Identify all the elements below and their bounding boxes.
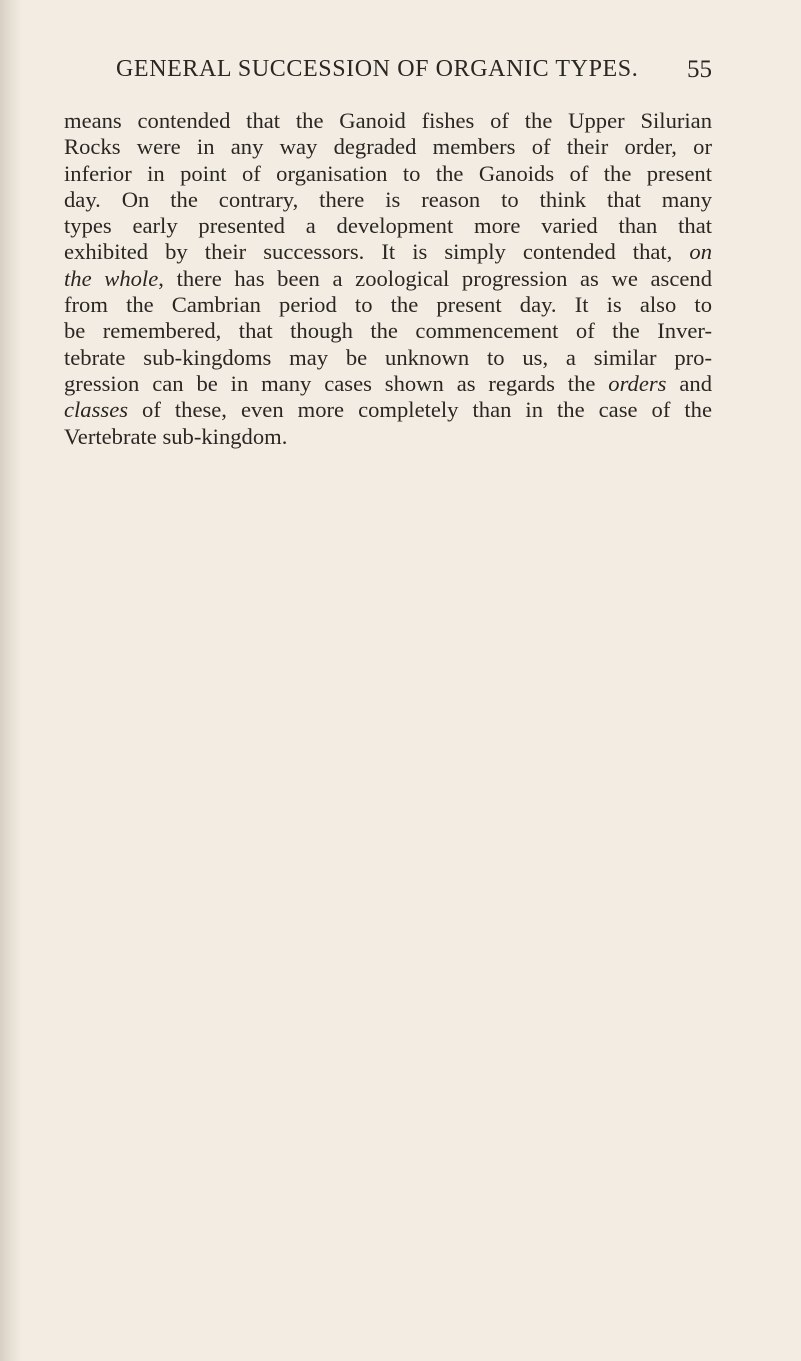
text-segment: exhibited by their successors. It is simply contended that, [64, 239, 690, 265]
text-segment: and [666, 370, 712, 396]
page-number: 55 [687, 56, 712, 83]
text-segment: inferior in point of organisation to the Ganoids of the present [64, 160, 712, 186]
text-line [64, 213, 712, 239]
running-head [116, 56, 712, 92]
text-segment: , there has been a zoological progression as we ascend [158, 265, 712, 291]
text-segment: day. On the contrary, there is reason to think that many [64, 186, 712, 212]
text-line [64, 397, 712, 423]
italic-term-classes: classes [64, 397, 129, 423]
text-line-last [64, 424, 712, 450]
text-line [64, 239, 712, 265]
text-segment: Vertebrate sub-kingdom. [64, 423, 288, 449]
text-line [64, 266, 712, 292]
text-segment: types early presented a development more varied than that [64, 213, 712, 239]
text-line [64, 134, 712, 160]
italic-phrase: the whole [64, 265, 159, 291]
text-line [64, 187, 712, 213]
text-line [64, 345, 712, 371]
running-title: GENERAL SUCCESSION OF ORGANIC TYPES. [116, 56, 639, 82]
text-line [64, 371, 712, 397]
text-segment: of these, even more completely than in the case of the [128, 397, 712, 423]
text-segment: gression can be in many cases shown as regards the [64, 370, 609, 396]
text-line [64, 292, 712, 318]
text-line [64, 108, 712, 134]
text-line [64, 318, 712, 344]
text-line [64, 161, 712, 187]
text-segment: from the Cambrian period to the present day. It is also to [64, 292, 712, 318]
text-segment: be remembered, that though the commencement of the Inver- [64, 318, 712, 344]
italic-term-orders: orders [608, 370, 667, 396]
text-segment: tebrate sub-kingdoms may be unknown to us, a similar pro- [64, 344, 712, 370]
text-segment: Rocks were in any way degraded members of their order, or [64, 134, 712, 160]
italic-phrase: on [689, 239, 712, 265]
body-paragraph [64, 108, 712, 450]
text-segment: means contended that the Ganoid fishes of the Upper Silurian [64, 108, 712, 133]
